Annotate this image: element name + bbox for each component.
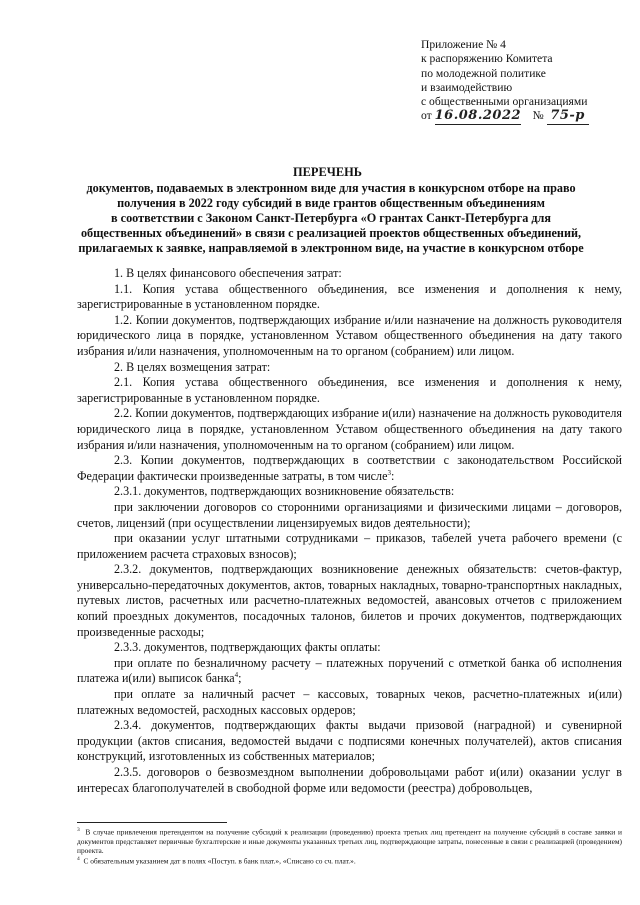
document-title: ПЕРЕЧЕНЬ <box>293 165 362 179</box>
annex-line: Приложение № 4 <box>421 38 506 51</box>
annex-date-number-line <box>421 109 631 124</box>
paragraph-2-3-3: 2.3.3. документов, подтверждающих факты оплаты: <box>114 640 381 655</box>
subtitle-line: прилагаемых к заявке, направляемой в электронном виде, на участие в конкурсном отборе <box>78 240 584 255</box>
annex-line: по молодежной политике <box>421 66 546 80</box>
footnote-text: В случае привлечения претендентом на получение субсидий к реализации (проведению) проекта третьих лиц претендент на получение субсидий в составе заявки и документов представляет первичные бухгалтерские и иные документы указанных третьих лиц, подтверждающие затраты, понесенные в связи с реализацией (проведением) проекта. <box>77 827 622 855</box>
paragraph-2: 2. В целях возмещения затрат: <box>114 359 271 374</box>
paragraph-text: : <box>390 468 395 483</box>
number-prefix: № <box>532 109 544 123</box>
handwritten-date: 16.08.2022 <box>434 108 522 124</box>
subtitle-line: общественных объединений» в связи с реализацией проектов общественных объединений, <box>80 225 582 240</box>
footnote-separator <box>77 822 227 823</box>
annex-line: и взаимодействию <box>421 80 513 94</box>
document-subtitle <box>40 181 622 256</box>
paragraph-2-3-1-a: при заключении договоров со сторонними организациями и физическими лицами – договоров, счетов, лицензий (при осуществлении лицензируемых видов деятельности); <box>77 499 622 530</box>
paragraph-text: при оплате по безналичному расчету – платежных поручений с отметкой банка об исполнения платежа и(или) выписок банка <box>77 655 622 686</box>
paragraph-2-3 <box>77 453 622 484</box>
paragraph-text: ; <box>238 671 242 686</box>
paragraph-2-3-1: 2.3.1. документов, подтверждающих возникновение обязательств: <box>114 484 455 499</box>
paragraph-1-1: 1.1. Копия устава общественного объединения, все изменения и дополнения к нему, зарегистрированные в установленном порядке. <box>77 281 622 312</box>
footnote-ref-3: 3 <box>387 468 391 477</box>
paragraph-2-2: 2.2. Копии документов, подтверждающих избрание и(или) назначение на должность руководителя юридического лица в порядке, установленном Уставом общественного объединения на дату такого избрания и/или назначения, уполномоченным на то органом (собранием) или лицом. <box>77 406 622 452</box>
paragraph-2-1: 2.1. Копия устава общественного объединения, все изменения и дополнения к нему, зарегистрированные в установленном порядке. <box>77 375 622 405</box>
annex-line: с общественными организациями <box>421 95 588 109</box>
footnote-ref-4: 4 <box>234 671 239 680</box>
document-body <box>77 266 622 796</box>
annex-line: к распоряжению Комитета <box>421 52 553 66</box>
annex-header <box>421 38 631 125</box>
subtitle-line: документов, подаваемых в электронном виде для участия в конкурсном отборе на право <box>86 181 576 195</box>
paragraph-2-3-4: 2.3.4. документов, подтверждающих факты выдачи призовой (наградной) и сувенирной продукции (актов списания, ведомостей выдачи с подписями конечных получателей), актов списания конструкций, изготовленных из собственных материалов; <box>77 718 622 764</box>
footnote-4 <box>77 855 622 866</box>
footnote-mark: 4 <box>77 856 80 863</box>
footnote-text: С обязательным указанием дат в полях «Поступ. в банк плат.», «Списано со сч. плат.». <box>83 856 356 866</box>
footnote-mark: 3 <box>77 827 80 833</box>
paragraph-1: 1. В целях финансового обеспечения затрат: <box>114 266 342 280</box>
footnotes <box>77 826 622 866</box>
footnote-3 <box>77 826 622 855</box>
date-prefix: от <box>421 109 432 123</box>
paragraph-2-3-5: 2.3.5. договоров о безвозмездном выполнении добровольцами работ и(или) оказании услуг в интересах благополучателей в свободной форме или ведомости (реестра) добровольцев, <box>77 765 622 795</box>
paragraph-2-3-3-a <box>77 656 622 687</box>
handwritten-number: 75-р <box>547 109 589 124</box>
subtitle-line: в соответствии с Законом Санкт-Петербурга «О грантах Санкт-Петербурга для <box>111 210 551 225</box>
paragraph-text: 2.3. Копии документов, подтверждающих в соответствии с законодательством Российской Федерации фактически произведенные затраты, в том числе <box>77 453 622 483</box>
paragraph-2-3-1-b: при оказании услуг штатными сотрудниками – приказов, табелей учета рабочего времени (с приложением расчета страховых взносов); <box>77 531 622 561</box>
subtitle-line: получения в 2022 году субсидий в виде грантов общественным объединениям <box>117 195 545 210</box>
paragraph-2-3-2: 2.3.2. документов, подтверждающих возникновение денежных обязательств: счетов-фактур, универсально-передаточных документов, актов, товарных накладных, товарно-транспортных накладных, путевых листов, расчетных или расчетно-платежных ведомостей, авансовых отчетов с приложением копий проездных документов, посадочных талонов, билетов и прочих документов, подтверждающих произведенные расходы; <box>77 562 622 639</box>
paragraph-2-3-3-b: при оплате за наличный расчет – кассовых, товарных чеков, расчетно-платежных и(или) платежных ведомостей, расходных кассовых ордеров; <box>77 687 622 717</box>
paragraph-1-2: 1.2. Копии документов, подтверждающих избрание и/или назначение на должность руководителя юридического лица в порядке, установленном Уставом общественного объединения на дату такого избрания и/или назначения, уполномоченным на то органом (собранием) или лицом. <box>77 312 622 358</box>
